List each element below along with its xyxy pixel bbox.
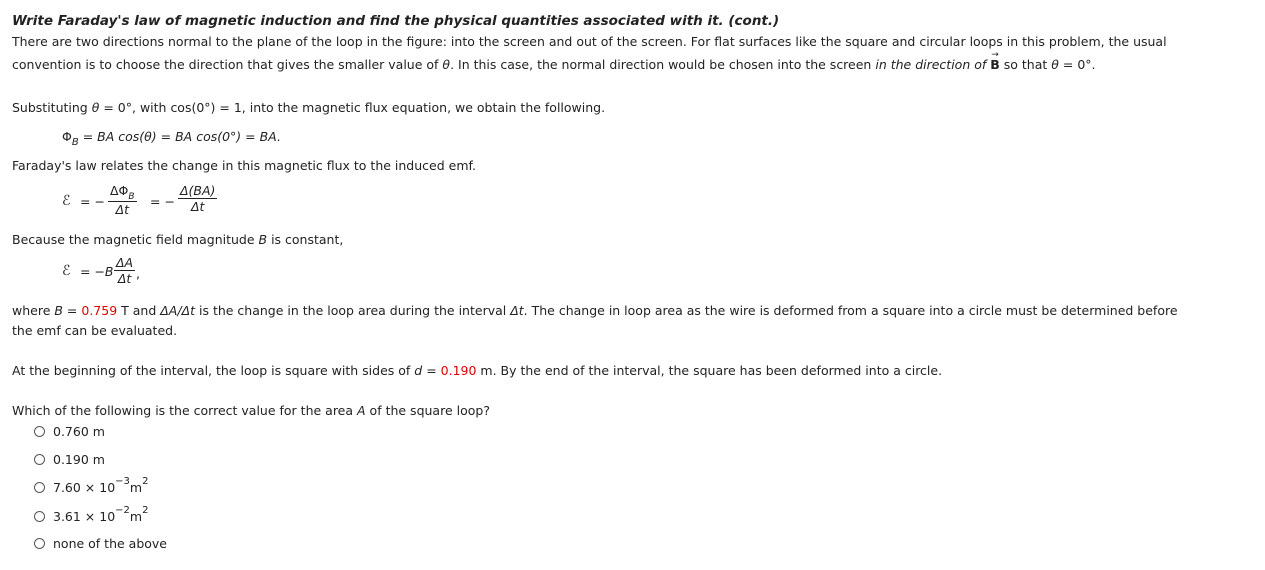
paragraph-line: Because the magnetic field magnitude B is constant, bbox=[12, 232, 344, 247]
ba-change-fraction: $\frac{\Delta(BA)}{\Delta t}$ bbox=[180, 183, 216, 214]
flux-equation: $\Phi_B$ = BA cos(θ) = BA cos(0°) = BA. bbox=[62, 129, 281, 148]
answer-option-4[interactable]: 3.61 × 10 −2 m 2 bbox=[34, 509, 148, 524]
radio-button[interactable] bbox=[34, 538, 45, 549]
page-title: Write Faraday's law of magnetic induction and find the physical quantities associated with it. (cont.) bbox=[12, 13, 780, 29]
b-vector-symbol: → B bbox=[990, 57, 1000, 73]
comma: , bbox=[136, 266, 140, 281]
answer-option-2[interactable]: 0.190 m bbox=[34, 452, 105, 467]
radio-button[interactable] bbox=[34, 454, 45, 465]
question-text: Which of the following is the correct value for the area A of the square loop? bbox=[12, 403, 490, 418]
emf-symbol: ℰ bbox=[62, 263, 71, 279]
b-value: 0.759 bbox=[81, 303, 118, 318]
answer-option-3[interactable]: 7.60 × 10 −3 m 2 bbox=[34, 480, 148, 495]
equals-minus: = − bbox=[150, 194, 175, 209]
paragraph-line: At the beginning of the interval, the loop is square with sides of d = 0.190 m. By the end of the interval, the square has been deformed into a circle. bbox=[12, 363, 943, 378]
equals-minus: = − bbox=[80, 194, 105, 209]
d-value: 0.190 bbox=[440, 363, 477, 378]
radio-button[interactable] bbox=[34, 511, 45, 522]
emf-symbol: ℰ bbox=[62, 193, 71, 209]
paragraph-line: the emf can be evaluated. bbox=[12, 323, 178, 338]
area-change-fraction: $\frac{\Delta A}{\Delta t}$ bbox=[116, 255, 134, 286]
flux-change-fraction: $\Delta\Phi_B$ Δt bbox=[110, 183, 135, 217]
answer-option-5[interactable]: none of the above bbox=[34, 536, 167, 551]
radio-button[interactable] bbox=[34, 482, 45, 493]
paragraph-line: convention is to choose the direction that gives the smaller value of θ. In this case, the normal direction would be chosen into the screen in the direction of → B so that θ = 0°. bbox=[12, 57, 1096, 73]
answer-option-1[interactable]: 0.760 m bbox=[34, 424, 105, 439]
paragraph-line: where B = 0.759 T and ΔA/Δt is the change in the loop area during the interval Δt. The change in loop area as the wire is deformed from a square into a circle must be determined before bbox=[12, 303, 1178, 318]
radio-button[interactable] bbox=[34, 426, 45, 437]
equals-minus: = −B bbox=[80, 264, 114, 279]
paragraph-line: Faraday's law relates the change in this magnetic flux to the induced emf. bbox=[12, 158, 476, 173]
paragraph-line: There are two directions normal to the plane of the loop in the figure: into the screen and out of the screen. For flat surfaces like the square and circular loops in this problem, the usual bbox=[12, 34, 1167, 49]
paragraph-line: Substituting θ = 0°, with cos(0°) = 1, into the magnetic flux equation, we obtain the following. bbox=[12, 100, 606, 115]
